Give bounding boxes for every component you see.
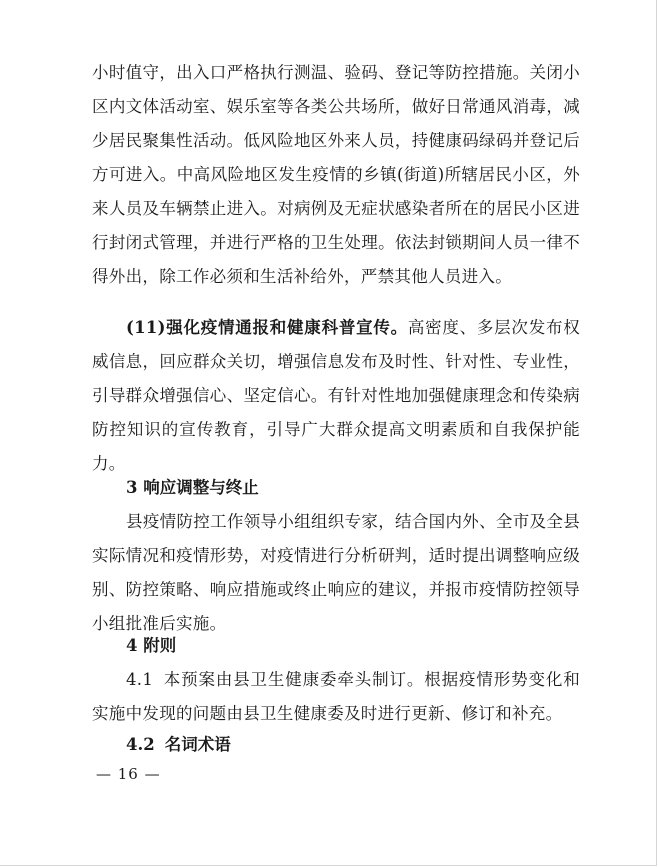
page-number: — 16 — [96,765,161,783]
paragraph-continued: 小时值守，出入口严格执行测温、验码、登记等防控措施。关闭小区内文体活动室、娱乐室等各类公共场所，做好日常通风消毒，减少居民聚集性活动。低风险地区外来人员，持健康码绿码并登记后方可进入。中高风险地区发生疫情的乡镇(街道)所辖居民小区，外来人员及车辆禁止进入。对病例及无症状感染者所在的居民小区进行封闭式管理，并进行严格的卫生处理。依法封锁期间人员一律不得外出，除工作必须和生活补给外，严禁其他人员进入。 [92,63,580,286]
section-3-heading: 3 响应调整与终止 [126,478,259,497]
item-11-heading: (11)强化疫情通报和健康科普宣传。 [126,318,408,337]
section-3-paragraph: 县疫情防控工作领导小组组织专家，结合国内外、全市及全县实际情况和疫情形势，对疫情进行分析研判，适时提出调整响应级别、防控策略、响应措施或终止响应的建议，并报市疫情防控领导小组批准后实施。 [92,512,580,633]
section-4-heading: 4 附则 [126,636,177,655]
item-4-2-text: 名词术语 [164,735,231,754]
item-11-text: 高密度、多层次发布权威信息，回应群众关切，增强信息发布及时性、针对性、专业性，引导群众增强信心、坚定信心。有针对性地加强健康理念和传染病防控知识的宣传教育，引导广大群众提高文明素质和自我保护能力。 [92,318,581,473]
paragraph-item-11 [92,311,580,481]
item-4-1-number: 4.1 [126,670,154,689]
item-4-1-text: 本预案由县卫生健康委牵头制订。根据疫情形势变化和实施中发现的问题由县卫生健康委及时进行更新、修订和补充。 [92,670,580,723]
item-4-2-number: 4.2 [126,735,155,754]
item-4-1-paragraph [92,663,580,731]
item-4-2-heading [126,728,231,762]
